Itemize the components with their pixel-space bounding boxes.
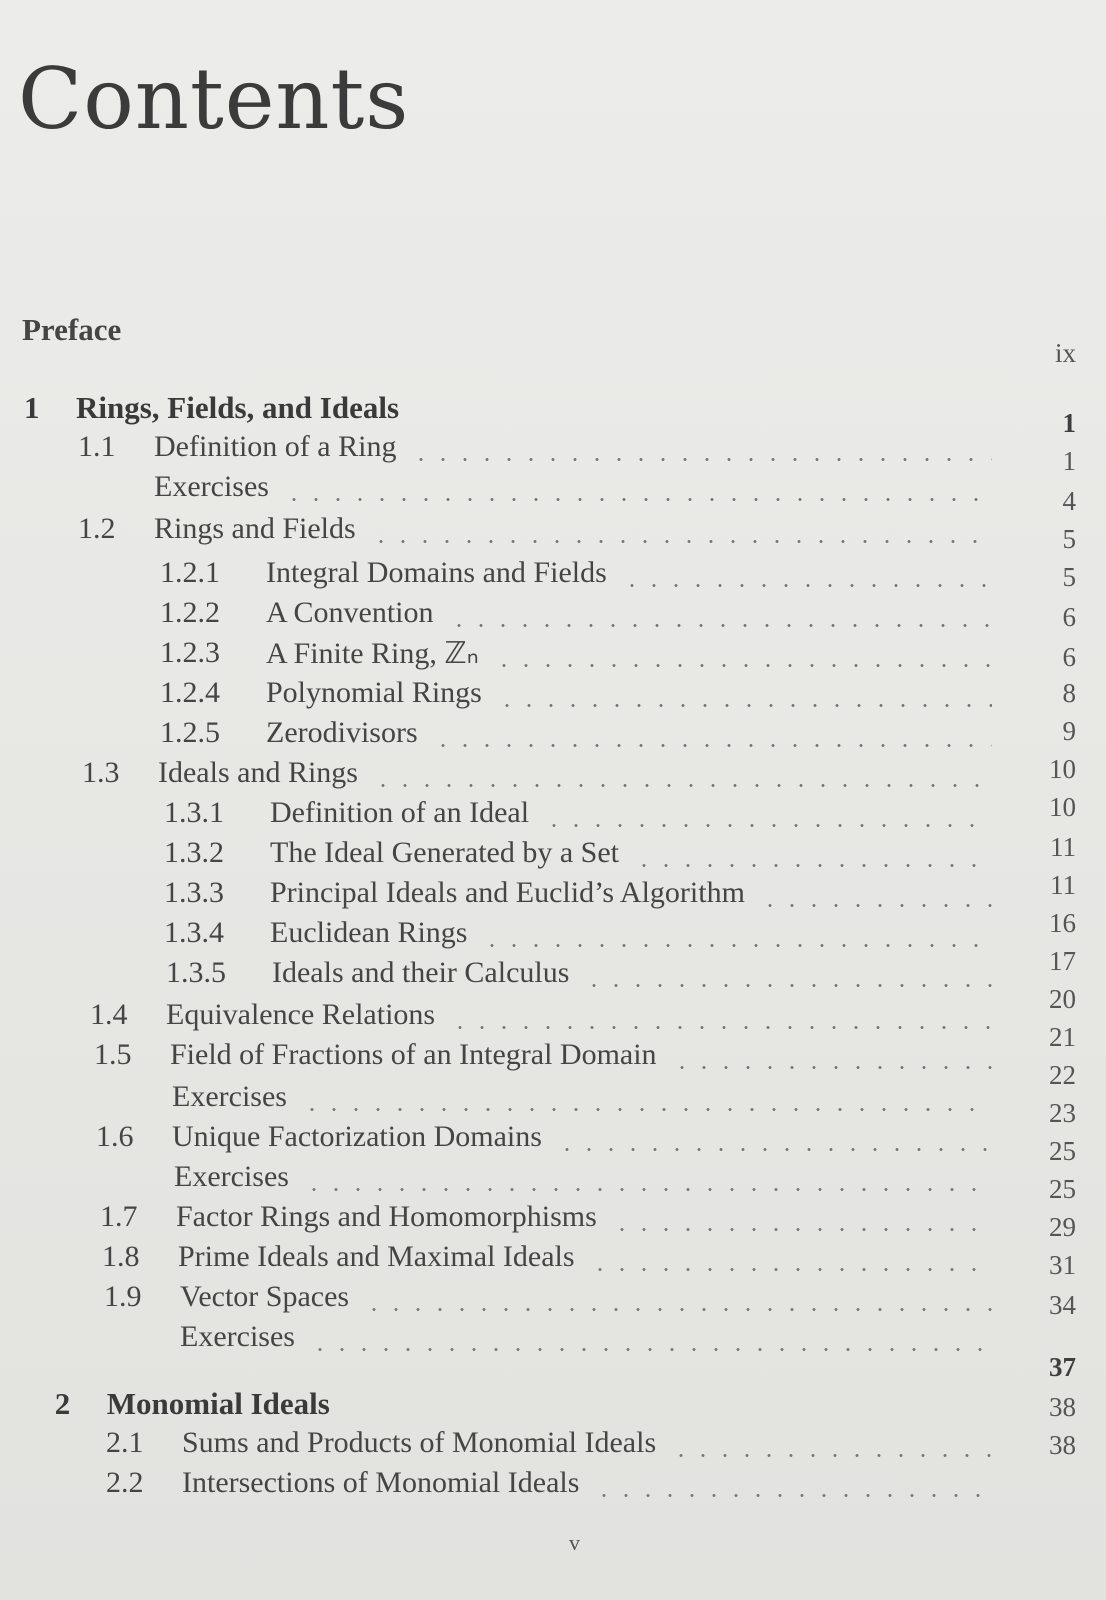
dot-leader: [283, 498, 992, 501]
dot-leader: [363, 1308, 992, 1311]
toc-entry[interactable]: [0, 908, 1106, 956]
toc-entry[interactable]: [0, 676, 1106, 716]
dot-leader: [410, 458, 992, 461]
toc-entry[interactable]: [0, 470, 1106, 516]
entry-number: 1.3.3: [164, 876, 224, 909]
toc-entry[interactable]: [0, 1352, 1106, 1426]
entry-page-number: 5: [1062, 562, 1076, 592]
entry-number: 1.5: [94, 1038, 132, 1071]
entry-title: Unique Factorization Domains: [172, 1120, 542, 1153]
entry-page-number: 11: [1050, 870, 1076, 900]
entry-title: Field of Fractions of an Integral Domain: [170, 1038, 657, 1071]
entry-title: Monomial Ideals: [106, 1386, 330, 1421]
entry-title: Exercises: [174, 1160, 289, 1193]
entry-number: 1.3: [82, 756, 120, 789]
entry-page-number: 6: [1062, 602, 1076, 632]
entry-number: 1.2.3: [160, 636, 220, 669]
entry-title: Definition of an Ideal: [270, 796, 530, 829]
entry-page-number: 8: [1062, 678, 1076, 708]
dot-leader: [621, 584, 992, 587]
toc-entry[interactable]: [0, 946, 1106, 996]
entry-title: Factor Rings and Homomorphisms: [176, 1200, 597, 1233]
dot-leader: [309, 1348, 992, 1351]
entry-number: 1: [24, 390, 40, 425]
entry-title: Rings and Fields: [154, 512, 356, 545]
toc-entry[interactable]: [0, 870, 1106, 916]
entry-page-number: 1: [1062, 408, 1076, 438]
entry-number: 1.7: [100, 1200, 138, 1233]
entry-page-number: 11: [1050, 832, 1076, 862]
entry-title: Euclidean Rings: [270, 916, 468, 949]
dot-leader: [633, 864, 992, 867]
entry-number: 1.3.2: [164, 836, 224, 869]
entry-page-number: 29: [1049, 1212, 1076, 1242]
dot-leader: [496, 704, 992, 707]
dot-leader: [589, 1268, 992, 1271]
entry-page-number: 6: [1062, 642, 1076, 672]
entry-page-number: 5: [1062, 524, 1076, 554]
dot-leader: [372, 784, 992, 787]
entry-number: 2: [54, 1386, 71, 1421]
entry-page-number: ix: [1054, 338, 1076, 368]
page-number-footer: v: [569, 1530, 580, 1555]
entry-number: 1.1: [78, 430, 116, 463]
toc-entry[interactable]: [0, 636, 1106, 676]
entry-number: 1.2: [78, 512, 116, 545]
dot-leader: [593, 1494, 992, 1497]
dot-leader: [370, 540, 992, 543]
entry-page-number: 16: [1049, 908, 1076, 938]
entry-page-number: 37: [1049, 1352, 1076, 1382]
dot-leader: [611, 1228, 992, 1231]
dot-leader: [303, 1188, 992, 1191]
entry-page-number: 25: [1049, 1174, 1076, 1204]
entry-number: 2.1: [106, 1426, 144, 1459]
entry-page-number: 1: [1062, 446, 1076, 476]
entry-title: Preface: [22, 312, 122, 347]
dot-leader: [448, 624, 992, 627]
entry-number: 1.2.5: [160, 716, 220, 749]
entry-title: Polynomial Rings: [266, 676, 482, 709]
dot-leader: [301, 1108, 992, 1111]
entry-page-number: 10: [1049, 754, 1076, 784]
entry-page-number: 25: [1049, 1136, 1076, 1166]
entry-number: 1.2.2: [160, 596, 220, 629]
entry-title: A Convention: [266, 596, 434, 629]
entry-number: 1.2.1: [160, 556, 220, 589]
dot-leader: [481, 944, 992, 947]
entry-title: Integral Domains and Fields: [266, 556, 607, 589]
dot-leader: [449, 1026, 992, 1029]
entry-title: Vector Spaces: [180, 1280, 350, 1313]
entry-page-number: 9: [1062, 716, 1076, 746]
dot-leader: [759, 904, 992, 907]
entry-title: Ideals and their Calculus: [272, 956, 570, 989]
toc-entry[interactable]: [0, 512, 1106, 552]
dot-leader: [670, 1454, 992, 1457]
toc-entry[interactable]: [0, 390, 1106, 438]
entry-page-number: 23: [1049, 1098, 1076, 1128]
dot-leader: [543, 824, 992, 827]
toc-entry[interactable]: [0, 1022, 1106, 1078]
dot-leader: [583, 984, 992, 987]
entry-number: 1.3.4: [164, 916, 224, 949]
toc-entry[interactable]: [0, 312, 1106, 368]
entry-page-number: 17: [1049, 946, 1076, 976]
entry-number: 2.2: [106, 1466, 144, 1499]
entry-title: Intersections of Monomial Ideals: [182, 1466, 580, 1499]
entry-page-number: 31: [1049, 1250, 1076, 1280]
dot-leader: [556, 1148, 992, 1151]
entry-title: Equivalence Relations: [166, 998, 436, 1031]
entry-page-number: 38: [1049, 1430, 1076, 1460]
entry-title: Definition of a Ring: [154, 430, 397, 463]
toc-entry[interactable]: [0, 716, 1106, 756]
entry-title: Rings, Fields, and Ideals: [76, 390, 400, 425]
entry-title: The Ideal Generated by a Set: [270, 836, 619, 869]
entry-page-number: 22: [1049, 1060, 1076, 1090]
entry-page-number: 38: [1049, 1392, 1076, 1422]
entry-title: Zerodivisors: [266, 716, 418, 749]
entry-title: Sums and Products of Monomial Ideals: [182, 1426, 657, 1459]
entry-number: 1.4: [90, 998, 128, 1031]
toc-entry[interactable]: [0, 430, 1106, 476]
page-title: Contents: [18, 50, 410, 148]
toc-entry[interactable]: [0, 756, 1106, 796]
toc-entry[interactable]: [0, 984, 1106, 1038]
entry-number: 1.8: [102, 1240, 140, 1273]
entry-title: Exercises: [154, 470, 269, 503]
entry-page-number: 20: [1049, 984, 1076, 1014]
entry-title: A Finite Ring, ℤₙ: [266, 637, 479, 670]
toc-entry[interactable]: [0, 1060, 1106, 1120]
entry-number: 1.2.4: [160, 676, 220, 709]
entry-title: Prime Ideals and Maximal Ideals: [178, 1240, 575, 1273]
dot-leader: [671, 1066, 992, 1069]
dot-leader: [493, 664, 992, 667]
entry-title: Exercises: [180, 1320, 295, 1353]
entry-number: 1.9: [104, 1280, 142, 1313]
entry-title: Exercises: [172, 1080, 287, 1113]
toc-entry[interactable]: [0, 596, 1106, 636]
entry-number: 1.6: [96, 1120, 134, 1153]
entry-page-number: 34: [1049, 1290, 1076, 1320]
entry-page-number: 10: [1049, 792, 1076, 822]
toc-entry[interactable]: [0, 556, 1106, 596]
entry-page-number: 21: [1049, 1022, 1076, 1052]
entry-number: 1.3.1: [164, 796, 224, 829]
entry-title: Principal Ideals and Euclid’s Algorithm: [270, 876, 745, 909]
toc-entry[interactable]: [0, 792, 1106, 836]
entry-page-number: 4: [1062, 486, 1076, 516]
toc-entry[interactable]: [0, 832, 1106, 876]
toc-entry[interactable]: [0, 1098, 1106, 1160]
entry-number: 1.3.5: [166, 956, 226, 989]
toc-entry[interactable]: [0, 1392, 1106, 1466]
entry-title: Ideals and Rings: [158, 756, 358, 789]
dot-leader: [432, 744, 992, 747]
